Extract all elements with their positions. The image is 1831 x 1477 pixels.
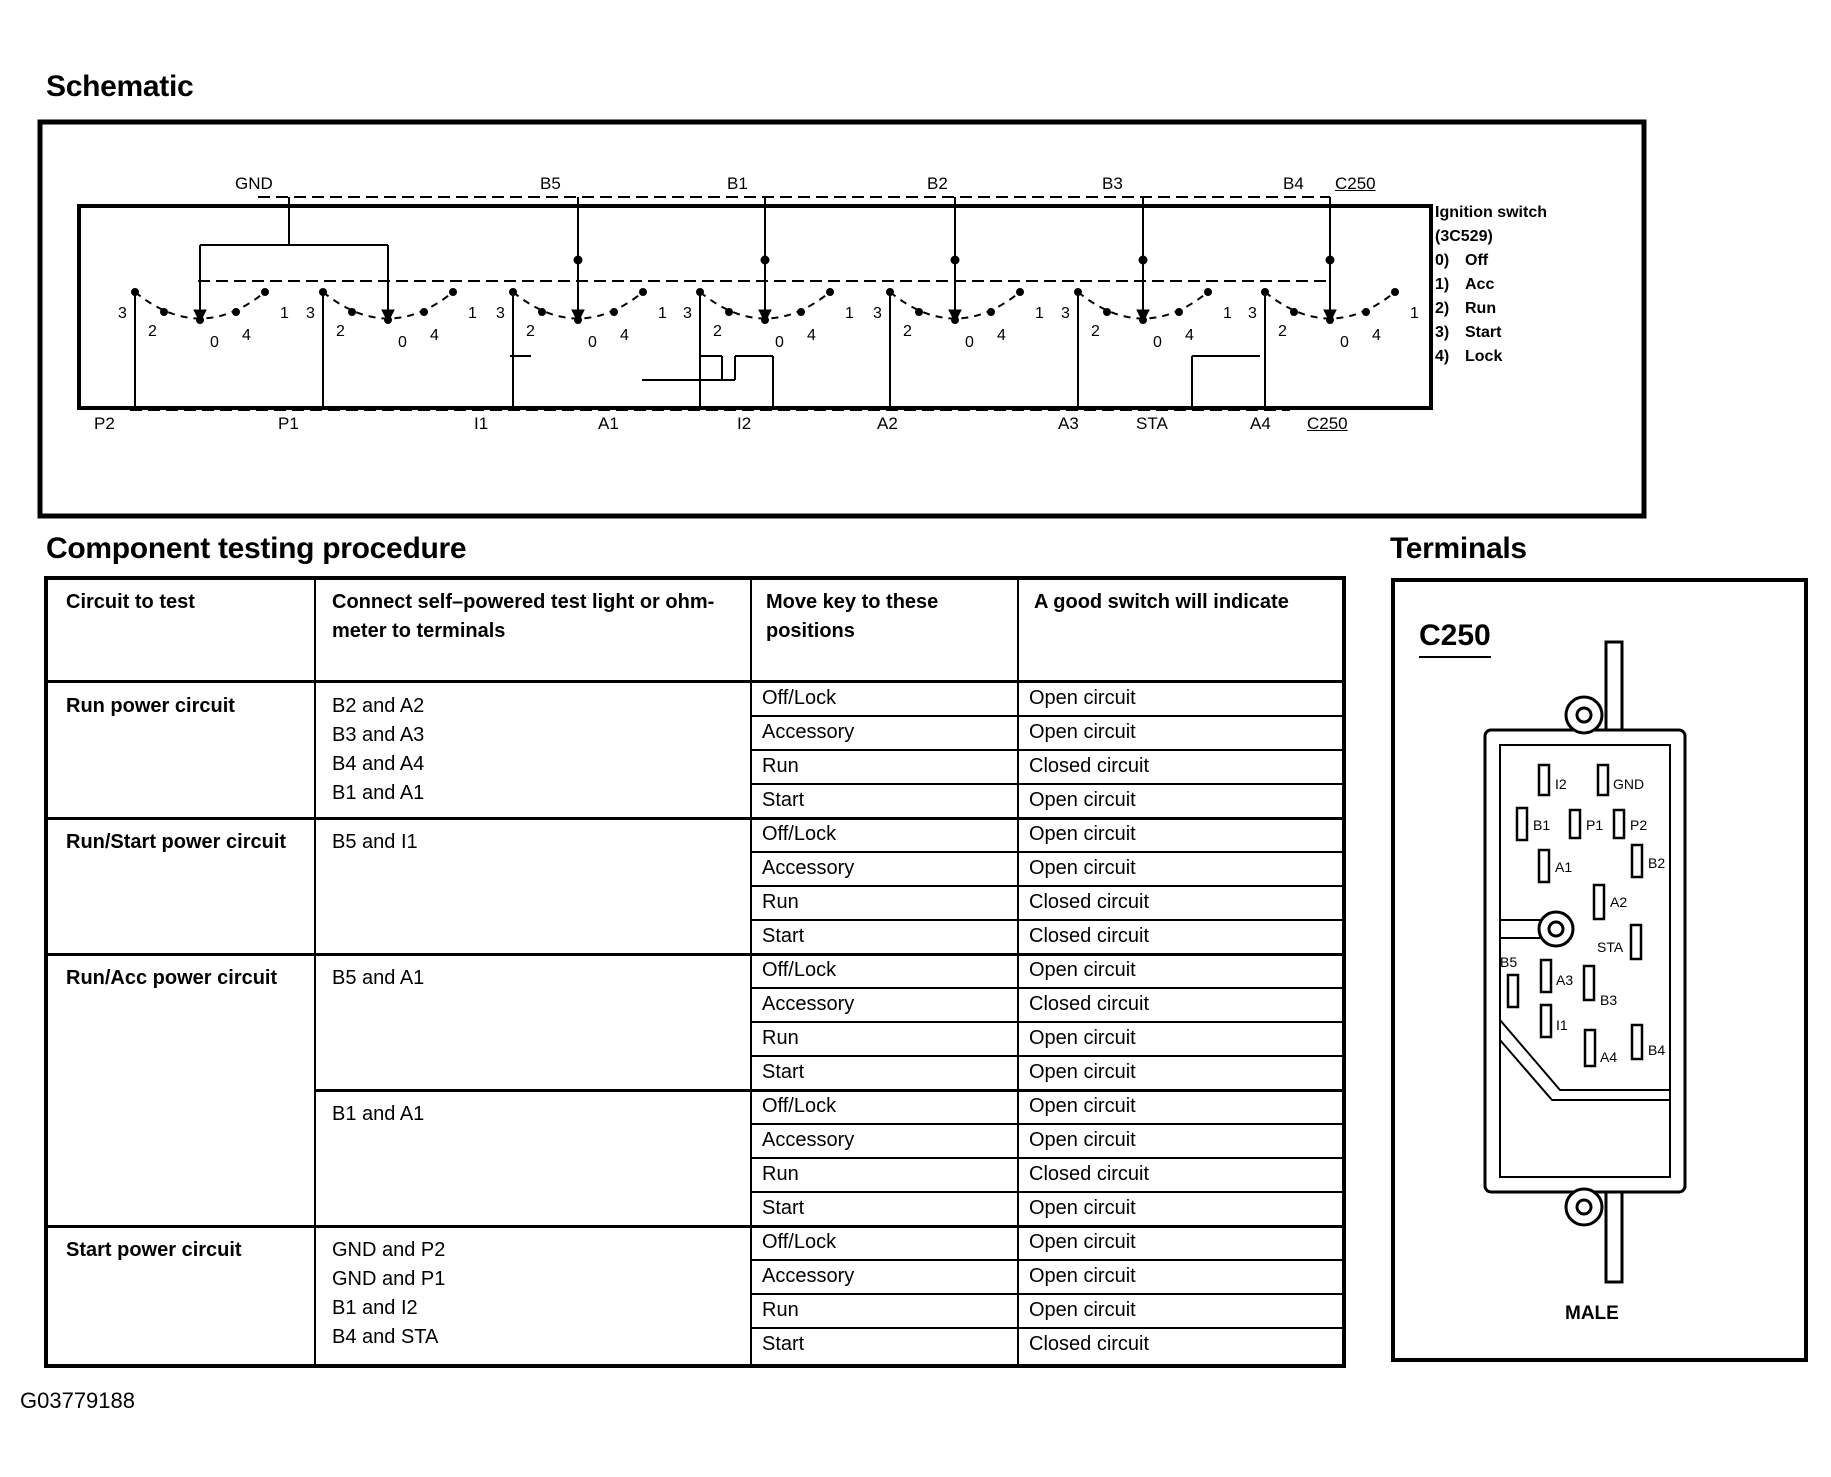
- label-b2: B2: [927, 174, 948, 193]
- circuit-name: Run power circuit: [66, 695, 235, 717]
- label-c250-top: C250: [1335, 174, 1376, 193]
- switch-position-number: 1: [845, 305, 854, 322]
- switch-position-number: 2: [713, 323, 722, 340]
- component-testing-table: [44, 576, 1346, 1368]
- col-divider: [1017, 580, 1019, 1364]
- switch-position-number: 1: [658, 305, 667, 322]
- pin-label: P2: [1630, 817, 1648, 833]
- pin-label: B5: [1500, 954, 1518, 970]
- row-divider: [752, 987, 1342, 989]
- switch-result: Open circuit: [1029, 1299, 1136, 1321]
- key-position: Run: [762, 1163, 799, 1185]
- terminal-pair: B5 and A1: [332, 967, 425, 989]
- label-a1: A1: [598, 414, 619, 433]
- label-i1: I1: [474, 414, 489, 433]
- row-divider: [752, 783, 1342, 785]
- switch-result: Open circuit: [1029, 1061, 1136, 1083]
- switch-result: Open circuit: [1029, 1129, 1136, 1151]
- header-circuit: Circuit to test: [66, 591, 195, 613]
- switch-position-number: 2: [336, 323, 345, 340]
- pin-label: P1: [1586, 817, 1604, 833]
- key-position: Off/Lock: [762, 1095, 837, 1117]
- switch-position-number: 2: [1091, 323, 1100, 340]
- key-position: Start: [762, 789, 805, 811]
- switch-position-number: 1: [1223, 305, 1232, 322]
- switch-position-number: 4: [430, 327, 439, 344]
- figure-code: G03779188: [20, 1388, 135, 1413]
- switch-unit: [887, 197, 1024, 410]
- switch-unit: [1262, 197, 1399, 410]
- row-divider: [752, 715, 1342, 717]
- switch-position-number: 1: [468, 305, 477, 322]
- label-a4: A4: [1250, 414, 1271, 433]
- row-divider: [752, 919, 1342, 921]
- switch-result: Open circuit: [1029, 1095, 1136, 1117]
- legend-title: Ignition switch: [1435, 204, 1547, 221]
- terminal-pair: GND and P2: [332, 1239, 446, 1261]
- switch-result: Closed circuit: [1029, 755, 1150, 777]
- switch-result: Open circuit: [1029, 823, 1136, 845]
- header-terminals: Connect self–powered test light or ohm-meter to terminals: [332, 591, 715, 642]
- key-position: Start: [762, 925, 805, 947]
- key-position: Run: [762, 1299, 799, 1321]
- switch-position-number: 0: [1153, 334, 1162, 351]
- row-divider: [752, 1259, 1342, 1261]
- terminal-pair: B1 and A1: [332, 782, 425, 804]
- switch-result: Closed circuit: [1029, 1333, 1150, 1355]
- switch-position-number: 3: [1248, 305, 1257, 322]
- key-position: Off/Lock: [762, 959, 837, 981]
- switch-position-number: 0: [1340, 334, 1349, 351]
- key-position: Start: [762, 1333, 805, 1355]
- legend-num-3: 3): [1435, 324, 1450, 341]
- switch-result: Closed circuit: [1029, 925, 1150, 947]
- circuit-name: Start power circuit: [66, 1239, 242, 1261]
- switch-position-number: 2: [1278, 323, 1287, 340]
- terminals-connector-title: C250: [1419, 618, 1491, 658]
- col-divider: [750, 580, 752, 1364]
- legend-start: Start: [1465, 324, 1502, 341]
- switch-position-number: 0: [210, 334, 219, 351]
- switch-result: Open circuit: [1029, 721, 1136, 743]
- switch-position-number: 3: [118, 305, 127, 322]
- switch-position-number: 0: [775, 334, 784, 351]
- row-divider: [752, 1293, 1342, 1295]
- key-position: Off/Lock: [762, 1231, 837, 1253]
- row-divider: [48, 680, 1342, 683]
- switch-result: Open circuit: [1029, 857, 1136, 879]
- switch-position-number: 0: [588, 334, 597, 351]
- pin-label: I1: [1556, 1017, 1568, 1033]
- pin-label: A2: [1610, 894, 1628, 910]
- terminal-pair: B4 and STA: [332, 1326, 439, 1348]
- key-position: Run: [762, 755, 799, 777]
- key-position: Off/Lock: [762, 687, 837, 709]
- terminals-panel: [1391, 578, 1808, 1362]
- terminals-gender-label: MALE: [1565, 1303, 1619, 1324]
- switch-position-number: 3: [873, 305, 882, 322]
- switch-result: Open circuit: [1029, 1265, 1136, 1287]
- legend-acc: Acc: [1465, 276, 1495, 293]
- terminals-heading: Terminals: [1390, 532, 1527, 565]
- switch-position-number: 1: [1035, 305, 1044, 322]
- key-position: Accessory: [762, 1265, 855, 1287]
- label-b4: B4: [1283, 174, 1304, 193]
- label-b5: B5: [540, 174, 561, 193]
- switch-position-number: 4: [1185, 327, 1194, 344]
- legend-off: Off: [1465, 252, 1489, 269]
- terminal-pair: B4 and A4: [332, 753, 425, 775]
- row-divider: [752, 1157, 1342, 1159]
- row-divider: [752, 749, 1342, 751]
- row-divider: [752, 885, 1342, 887]
- switch-unit: [697, 197, 834, 410]
- switch-position-number: 4: [620, 327, 629, 344]
- switch-position-number: 3: [306, 305, 315, 322]
- pin-label: STA: [1597, 939, 1624, 955]
- terminal-pair: B2 and A2: [332, 695, 425, 717]
- row-divider: [752, 1123, 1342, 1125]
- label-b3: B3: [1102, 174, 1123, 193]
- pin-label: B4: [1648, 1042, 1666, 1058]
- switch-result: Open circuit: [1029, 1231, 1136, 1253]
- terminal-pair: B1 and I2: [332, 1297, 418, 1319]
- switch-result: Closed circuit: [1029, 993, 1150, 1015]
- label-sta: STA: [1136, 414, 1168, 433]
- terminal-pair: B1 and A1: [332, 1103, 425, 1125]
- label-b1: B1: [727, 174, 748, 193]
- legend-num-4: 4): [1435, 348, 1450, 365]
- key-position: Accessory: [762, 857, 855, 879]
- key-position: Start: [762, 1197, 805, 1219]
- pin-label: A4: [1600, 1049, 1618, 1065]
- terminal-pair: GND and P1: [332, 1268, 446, 1290]
- switch-position-number: 2: [903, 323, 912, 340]
- switch-result: Open circuit: [1029, 789, 1136, 811]
- legend-run: Run: [1465, 300, 1497, 317]
- legend-lock: Lock: [1465, 348, 1503, 365]
- row-divider: [752, 1055, 1342, 1057]
- legend-num-1: 1): [1435, 276, 1450, 293]
- label-i2: I2: [737, 414, 752, 433]
- terminal-pair: B5 and I1: [332, 831, 418, 853]
- switch-result: Open circuit: [1029, 687, 1136, 709]
- pin-label: B2: [1648, 855, 1666, 871]
- terminal-pair: B3 and A3: [332, 724, 425, 746]
- pin-label: B1: [1533, 817, 1551, 833]
- key-position: Accessory: [762, 721, 855, 743]
- row-divider: [752, 1021, 1342, 1023]
- label-a2: A2: [877, 414, 898, 433]
- switch-position-number: 2: [526, 323, 535, 340]
- switch-result: Open circuit: [1029, 1197, 1136, 1219]
- label-p1: P1: [278, 414, 299, 433]
- switch-position-number: 2: [148, 323, 157, 340]
- row-divider: [752, 851, 1342, 853]
- pin-label: A1: [1555, 859, 1573, 875]
- row-divider: [752, 1327, 1342, 1329]
- key-position: Off/Lock: [762, 823, 837, 845]
- pin-label: I2: [1555, 776, 1567, 792]
- key-position: Start: [762, 1061, 805, 1083]
- circuit-name: Run/Acc power circuit: [66, 967, 278, 989]
- pin-label: GND: [1613, 776, 1645, 792]
- switch-result: Closed circuit: [1029, 1163, 1150, 1185]
- key-position: Accessory: [762, 1129, 855, 1151]
- legend-part: (3C529): [1435, 228, 1493, 245]
- label-gnd: GND: [235, 174, 273, 193]
- testing-heading: Component testing procedure: [46, 532, 467, 565]
- switch-result: Closed circuit: [1029, 891, 1150, 913]
- schematic-heading: Schematic: [46, 70, 194, 103]
- switch-position-number: 3: [496, 305, 505, 322]
- switch-unit: [510, 197, 647, 410]
- switch-position-number: 0: [398, 334, 407, 351]
- switch-position-number: 3: [1061, 305, 1070, 322]
- circuit-name: Run/Start power circuit: [66, 831, 287, 853]
- switch-position-number: 0: [965, 334, 974, 351]
- switch-unit: [1075, 197, 1212, 410]
- key-position: Run: [762, 1027, 799, 1049]
- switch-position-number: 4: [242, 327, 251, 344]
- label-a3: A3: [1058, 414, 1079, 433]
- col-divider: [314, 580, 316, 1364]
- pin-label: B3: [1600, 992, 1618, 1008]
- key-position: Accessory: [762, 993, 855, 1015]
- switch-result: Open circuit: [1029, 1027, 1136, 1049]
- switch-position-number: 1: [1410, 305, 1419, 322]
- header-positions: Move key to these positions: [766, 591, 939, 642]
- switch-position-number: 4: [997, 327, 1006, 344]
- legend-num-0: 0): [1435, 252, 1450, 269]
- pin-label: A3: [1556, 972, 1574, 988]
- switch-result: Open circuit: [1029, 959, 1136, 981]
- row-divider: [752, 1191, 1342, 1193]
- switch-position-number: 4: [807, 327, 816, 344]
- legend-num-2: 2): [1435, 300, 1450, 317]
- switch-position-number: 3: [683, 305, 692, 322]
- switch-position-number: 1: [280, 305, 289, 322]
- header-result: A good switch will indicate: [1034, 591, 1289, 613]
- label-p2: P2: [94, 414, 115, 433]
- label-c250-bottom: C250: [1307, 414, 1348, 433]
- switch-position-number: 4: [1372, 327, 1381, 344]
- key-position: Run: [762, 891, 799, 913]
